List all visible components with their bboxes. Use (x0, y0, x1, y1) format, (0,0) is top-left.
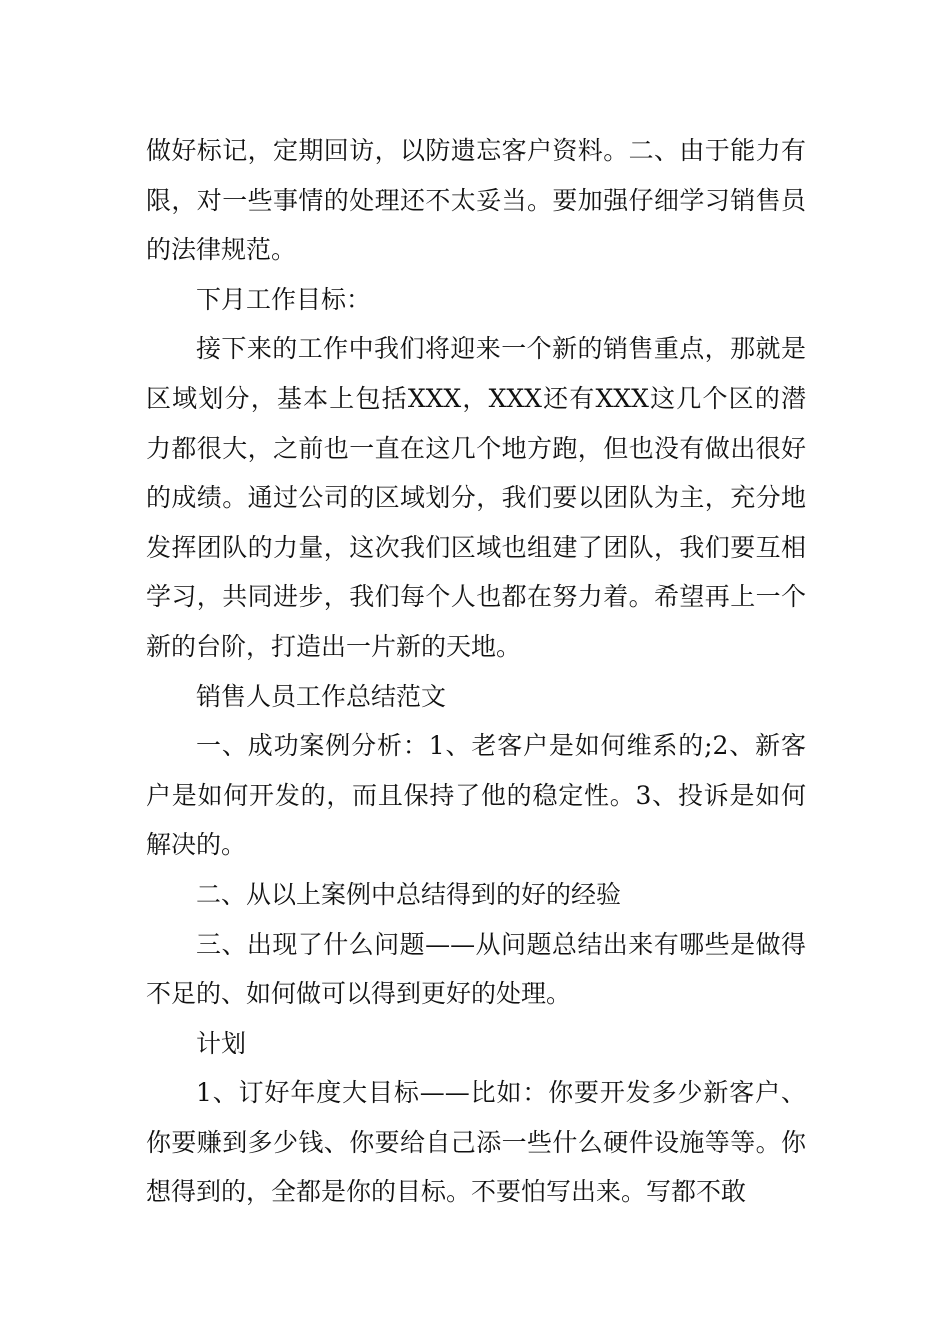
paragraph-problems: 三、出现了什么问题——从问题总结出来有哪些是做得不足的、如何做可以得到更好的处理。 (146, 929, 806, 1009)
paragraph-continuation: 做好标记，定期回访，以防遗忘客户资料。二、由于能力有限，对一些事情的处理还不太妥当。要加强仔细学习销售员的法律规范。 (146, 136, 806, 265)
paragraph-plan-heading: 计划 (196, 1028, 247, 1058)
paragraph-annual-goal: 1、订好年度大目标——比如：你要开发多少新客户、你要赚到多少钱、你要给自己添一些什么硬件设施等等。你想得到的，全都是你的目标。不要怕写出来。写都不敢 (146, 1078, 806, 1207)
paragraph-good-experience: 二、从以上案例中总结得到的好的经验 (196, 879, 622, 909)
paragraph-next-month-goals-heading: 下月工作目标： (196, 284, 372, 314)
paragraph-sample-title: 销售人员工作总结范文 (196, 681, 447, 711)
paragraph-next-month-goals: 接下来的工作中我们将迎来一个新的销售重点，那就是区域划分，基本上包括XXX，XXX还有XXX这几个区的潜力都很大，之前也一直在这几个地方跑，但也没有做出很好的成绩。通过公司的区域划分，我们要以团队为主，充分地发挥团队的力量，这次我们区域也组建了团队，我们要互相学习，共同进步，我们每个人也都在努力着。希望再上一个新的台阶，打造出一片新的天地。 (146, 334, 806, 661)
document-body (146, 126, 806, 1217)
paragraph-case-analysis: 一、成功案例分析：1、老客户是如何维系的;2、新客户是如何开发的，而且保持了他的稳定性。3、投诉是如何解决的。 (146, 731, 806, 860)
